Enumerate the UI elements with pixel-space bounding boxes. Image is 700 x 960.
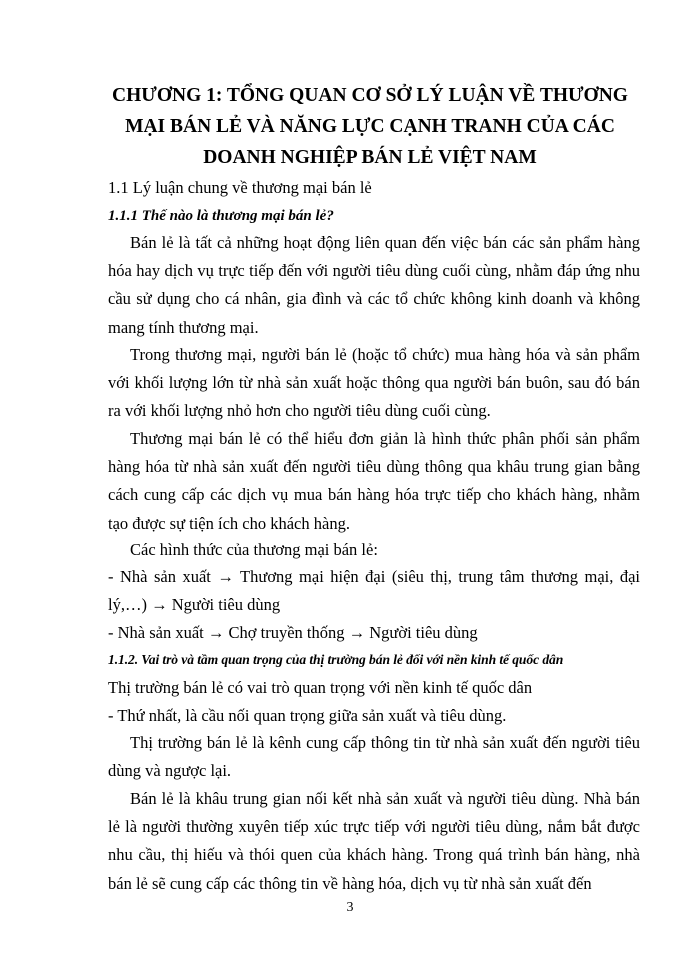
page-number: 3 [346,900,354,915]
role-intro: Thị trường bán lẻ có vai trò quan trọng với nền kinh tế quốc dân [108,678,533,697]
form-modern-trade: - Nhà sản xuất → Thương mại hiện đại (siêu thị, trung tâm thương mại, đại lý,…) → Người tiêu dùng [108,567,640,615]
chapter-title-line-3: DOANH NGHIỆP BÁN LẺ VIỆT NAM [203,147,537,168]
paragraph-retailer-role: Trong thương mại, người bán lẻ (hoặc tổ chức) mua hàng hóa và sản phẩm với khối lượng lớn từ nhà sản xuất hoặc thông qua người bán buôn, sau đó bán ra với khối lượng nhỏ hơn cho người tiêu dùng cuối cùng. [108,345,640,421]
chapter-title-line-2: MẠI BÁN LẺ VÀ NĂNG LỰC CẠNH TRANH CỦA CÁC [125,116,615,137]
section-heading-1-1-1: 1.1.1 Thế nào là thương mại bán lẻ? [108,208,334,224]
form-traditional-market: - Nhà sản xuất → Chợ truyền thống → Người tiêu dùng [108,623,478,642]
paragraph-intermediary: Bán lẻ là khâu trung gian nối kết nhà sản xuất và người tiêu dùng. Nhà bán lẻ là người thường xuyên tiếp xúc trực tiếp với người tiêu dùng, nắm bắt được nhu cầu, thị hiếu và thói quen của khách hàng. Trong quá trình bán hàng, nhà bán lẻ sẽ cung cấp các thông tin về hàng hóa, dịch vụ từ nhà sản xuất đến [108,789,640,893]
chapter-title-line-1: CHƯƠNG 1: TỔNG QUAN CƠ SỞ LÝ LUẬN VỀ THƯƠNG [112,85,628,106]
section-heading-1-1: 1.1 Lý luận chung về thương mại bán lẻ [108,178,372,197]
paragraph-definition: Bán lẻ là tất cả những hoạt động liên quan đến việc bán các sản phẩm hàng hóa hay dịch vụ trực tiếp đến với người tiêu dùng cuối cùng, nhằm đáp ứng nhu cầu sử dụng cho cá nhân, gia đình và các tổ chức không kinh doanh và không mang tính thương mại. [108,233,640,337]
section-heading-1-1-2: 1.1.2. Vai trò và tầm quan trọng của thị trường bán lẻ đối với nền kinh tế quốc dân [108,652,564,667]
paragraph-information-channel: Thị trường bán lẻ là kênh cung cấp thông tin từ nhà sản xuất đến người tiêu dùng và ngược lại. [108,733,640,781]
chapter-title [100,80,640,173]
role-first: - Thứ nhất, là cầu nối quan trọng giữa sản xuất và tiêu dùng. [108,706,507,725]
paragraph-retail-distribution: Thương mại bán lẻ có thể hiểu đơn giản là hình thức phân phối sản phẩm hàng hóa từ nhà sản xuất đến người tiêu dùng thông qua khâu trung gian bằng cách cung cấp các dịch vụ mua bán hàng hóa trực tiếp cho khách hàng, nhằm tạo được sự tiện ích cho khách hàng. [108,429,640,533]
forms-intro: Các hình thức của thương mại bán lẻ: [130,540,378,559]
